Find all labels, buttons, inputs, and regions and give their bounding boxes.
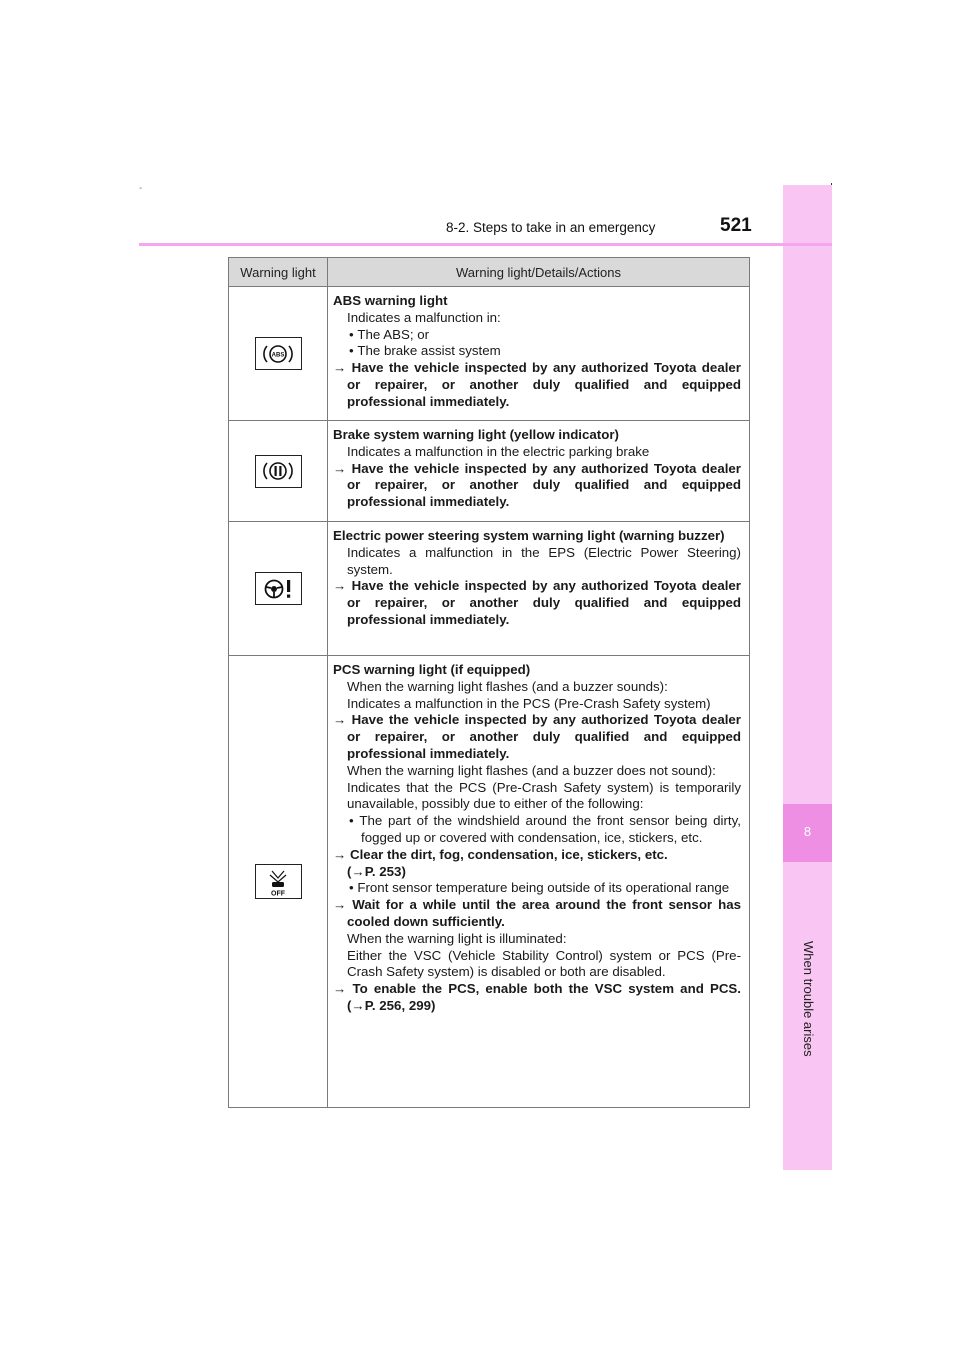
header-rule — [139, 243, 832, 246]
column-header-details: Warning light/Details/Actions — [328, 258, 750, 287]
row-intro: Indicates a malfunction in: — [347, 309, 501, 325]
chapter-number: 8 — [803, 824, 812, 839]
row-intro: Indicates a malfunction in the electric parking brake — [347, 443, 650, 459]
table-row — [229, 656, 750, 1108]
page-number: 521 — [720, 215, 752, 236]
eps-warning-icon — [255, 572, 302, 605]
list-item: • The part of the windshield around the front sensor being dirty, fogged up or covered with condensation, ice, stickers, etc. — [349, 813, 741, 845]
table-row — [229, 287, 750, 421]
paragraph: Indicates a malfunction in the PCS (Pre-Crash Safety system) — [347, 695, 711, 711]
icon-cell — [229, 522, 328, 656]
details-cell — [328, 287, 750, 421]
list-item: • Front sensor temperature being outside of its operational range — [349, 880, 730, 896]
table-row — [229, 522, 750, 656]
abs-warning-icon — [255, 337, 302, 370]
column-header-warning-light: Warning light — [229, 258, 328, 287]
chapter-side-tab — [783, 185, 832, 1170]
row-title: Electric power steering system warning light (warning buzzer) — [333, 528, 725, 543]
chapter-title: When trouble arises — [801, 941, 816, 1057]
row-action: → Have the vehicle inspected by any authorized Toyota dealer or repairer, or another duly qualified and equipped professional immediately. — [333, 578, 741, 627]
row-action: → Clear the dirt, fog, condensation, ice, stickers, etc. (→P. 253) — [333, 846, 668, 879]
paragraph: When the warning light flashes (and a buzzer does not sound): — [347, 762, 716, 778]
table-row — [229, 421, 750, 522]
icon-cell — [229, 287, 328, 421]
row-action: → Have the vehicle inspected by any authorized Toyota dealer or repairer, or another duly qualified and equipped professional immediately. — [333, 712, 741, 761]
pcs-off-warning-icon — [255, 864, 302, 899]
paragraph: When the warning light flashes (and a buzzer sounds): — [347, 678, 668, 694]
list-item: • The ABS; or — [349, 326, 430, 342]
row-title: ABS warning light — [333, 293, 448, 308]
paragraph: Either the VSC (Vehicle Stability Control) system or PCS (Pre-Crash Safety system) is disabled or both are disabled. — [347, 947, 741, 980]
details-cell — [328, 421, 750, 522]
warning-light-table — [228, 257, 750, 1108]
details-cell — [328, 656, 750, 1108]
icon-cell — [229, 421, 328, 522]
list-item: • The brake assist system — [349, 343, 501, 359]
row-title: PCS warning light (if equipped) — [333, 662, 531, 677]
details-cell — [328, 522, 750, 656]
brake-system-warning-icon — [255, 455, 302, 488]
row-intro: Indicates a malfunction in the EPS (Electric Power Steering) system. — [347, 544, 741, 577]
table-header-row — [229, 258, 750, 287]
section-title: 8-2. Steps to take in an emergency — [446, 220, 656, 235]
row-action: → Have the vehicle inspected by any authorized Toyota dealer or repairer, or another duly qualified and equipped professional immediately. — [333, 460, 741, 510]
paragraph: Indicates that the PCS (Pre-Crash Safety system) is temporarily unavailable, possibly due to either of the following: — [347, 779, 741, 812]
row-action: → Have the vehicle inspected by any authorized Toyota dealer or repairer, or another duly qualified and equipped professional immediately. — [333, 360, 741, 409]
pcs-off-text: OFF — [271, 890, 285, 897]
row-title: Brake system warning light (yellow indicator) — [333, 427, 619, 442]
icon-cell — [229, 656, 328, 1108]
chapter-title-vertical — [795, 941, 821, 1161]
paragraph: When the warning light is illuminated: — [347, 930, 567, 946]
row-action: → To enable the PCS, enable both the VSC system and PCS. (→P. 256, 299) — [333, 981, 741, 1013]
crop-dash: - — [139, 183, 143, 194]
row-action: → Wait for a while until the area around the front sensor has cooled down sufficiently. — [333, 897, 741, 929]
svg-text:ABS: ABS — [271, 352, 285, 358]
